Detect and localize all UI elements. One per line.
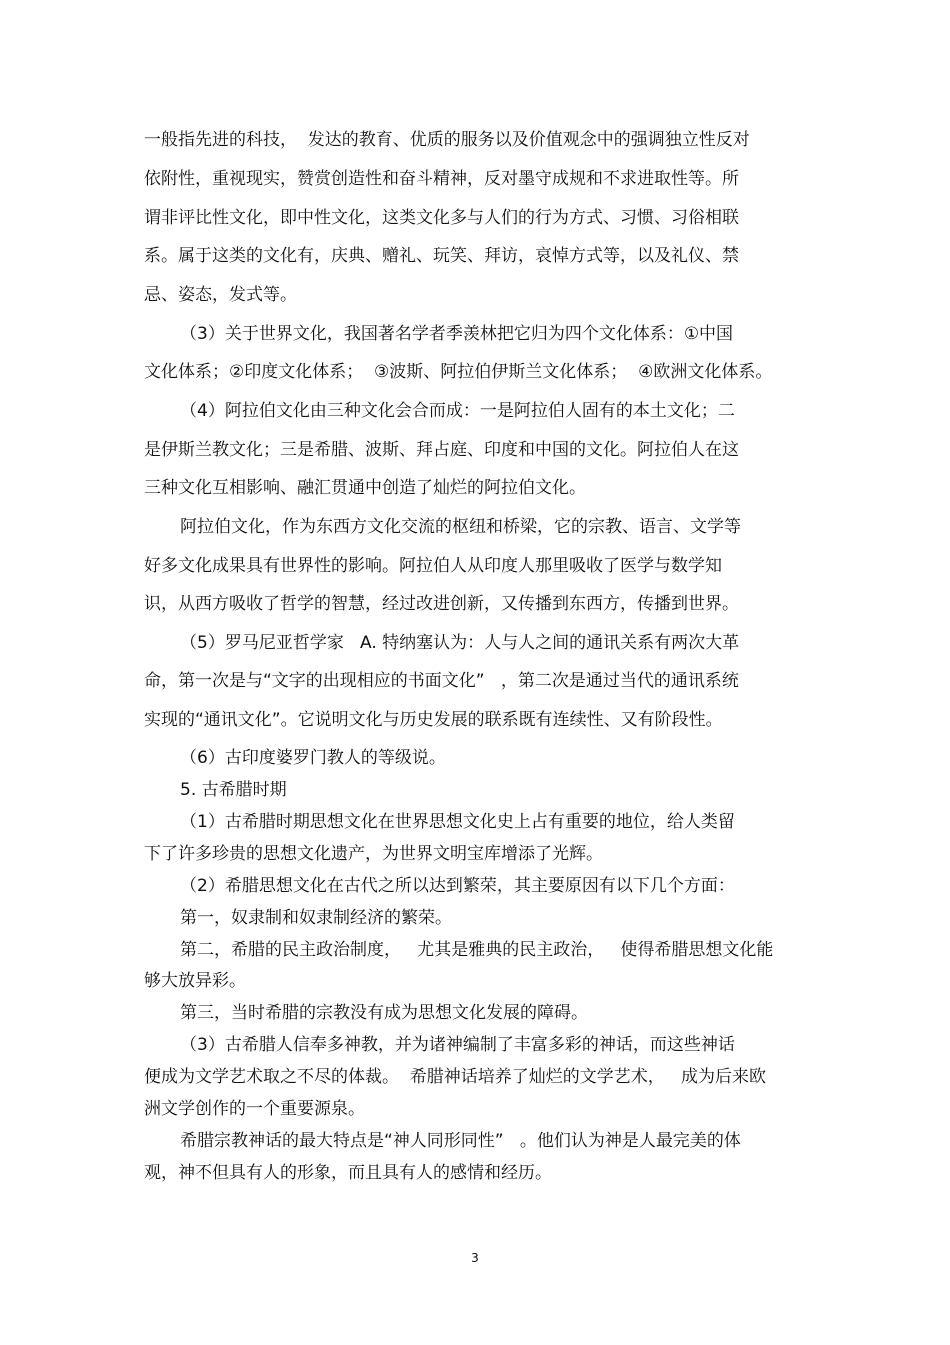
text-line: （1）古希腊时期思想文化在世界思想文化史上占有重要的地位，给人类留 — [180, 812, 735, 832]
text-line: 忌、姿态，发式等。 — [144, 285, 297, 305]
text-line: 实现的“通讯文化”。它说明文化与历史发展的联系既有连续性、又有阶段性。 — [144, 710, 723, 730]
text-line: （2）希腊思想文化在古代之所以达到繁荣，其主要原因有以下几个方面： — [180, 876, 735, 896]
text-line: 是伊斯兰教文化；三是希腊、波斯、拜占庭、印度和中国的文化。阿拉伯人在这 — [144, 440, 739, 460]
text-line: 观，神不但具有人的形象，而且具有人的感情和经历。 — [144, 1163, 552, 1183]
text-line: 好多文化成果具有世界性的影响。阿拉伯人从印度人那里吸收了医学与数学知 — [144, 556, 722, 576]
text-line: （6）古印度婆罗门教人的等级说。 — [180, 748, 446, 768]
text-line: 第二，希腊的民主政治制度， 尤其是雅典的民主政治， 使得希腊思想文化能 — [180, 940, 774, 960]
text-line: （3）古希腊人信奉多神教，并为诸神编制了丰富多彩的神话，而这些神话 — [180, 1035, 735, 1055]
text-line: 够大放异彩。 — [144, 971, 246, 991]
text-line: 命，第一次是与“文字的出现相应的书面文化” ，第二次是通过当代的通讯系统 — [144, 671, 739, 691]
section-heading: 5. 古希腊时期 — [180, 780, 287, 800]
text-line: 第一，奴隶制和奴隶制经济的繁荣。 — [180, 908, 452, 928]
text-line: 依附性，重视现实，赞赏创造性和奋斗精神，反对墨守成规和不求进取性等。所 — [144, 169, 739, 189]
text-line: 阿拉伯文化，作为东西方文化交流的枢纽和桥梁，它的宗教、语言、文学等 — [180, 517, 741, 537]
text-line: 希腊宗教神话的最大特点是“神人同形同性” 。他们认为神是人最完美的体 — [180, 1131, 741, 1151]
text-line: 系。属于这类的文化有，庆典、赠礼、玩笑、拜访，哀悼方式等，以及礼仪、禁 — [144, 246, 739, 266]
text-line: 第三，当时希腊的宗教没有成为思想文化发展的障碍。 — [180, 1003, 588, 1023]
text-line: （3）关于世界文化，我国著名学者季羡林把它归为四个文化体系：①中国 — [180, 324, 734, 344]
text-line: 洲文学创作的一个重要源泉。 — [144, 1099, 365, 1119]
page-number: 3 — [471, 1251, 479, 1265]
text-line: 便成为文学艺术取之不尽的体裁。 希腊神话培养了灿烂的文学艺术， 成为后来欧 — [144, 1067, 767, 1087]
text-line: （4）阿拉伯文化由三种文化会合而成：一是阿拉伯人固有的本土文化；二 — [180, 401, 735, 421]
text-line: 下了许多珍贵的思想文化遗产，为世界文明宝库增添了光辉。 — [144, 844, 603, 864]
text-line: 识，从西方吸收了哲学的智慧，经过改进创新，又传播到东西方，传播到世界。 — [144, 594, 739, 614]
text-line: 一般指先进的科技， 发达的教育、优质的服务以及价值观念中的强调独立性反对 — [144, 130, 750, 150]
text-line: （5）罗马尼亚哲学家 A. 特纳塞认为：人与人之间的通讯关系有两次大革 — [180, 633, 740, 653]
text-line: 谓非评比性文化，即中性文化，这类文化多与人们的行为方式、习惯、习俗相联 — [144, 208, 739, 228]
text-line: 三种文化互相影响、融汇贯通中创造了灿烂的阿拉伯文化。 — [144, 478, 586, 498]
text-line: 文化体系；②印度文化体系； ③波斯、阿拉伯伊斯兰文化体系； ④欧洲文化体系。 — [144, 362, 773, 382]
